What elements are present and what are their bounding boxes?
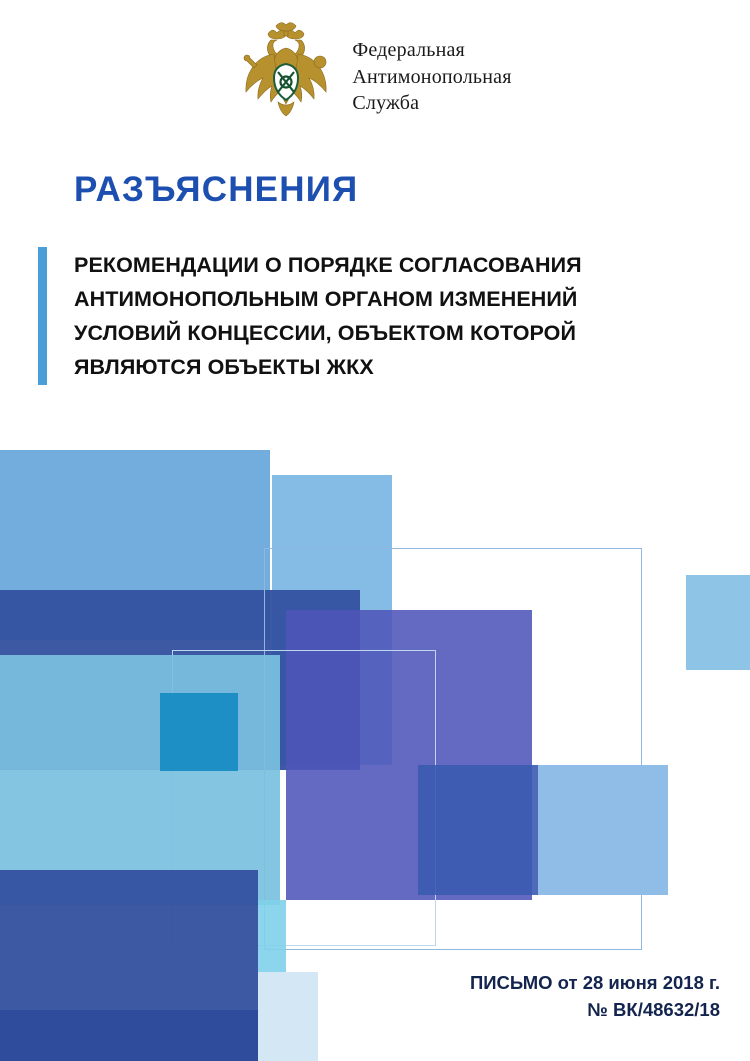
graphic-rect-blue-bottomright [418,765,540,895]
agency-name-line-1: Федеральная [352,39,465,62]
graphic-rect-bottom-strip [0,1010,258,1061]
title-line: РЕКОМЕНДАЦИИ О ПОРЯДКЕ СОГЛАСОВАНИЯ [74,253,582,277]
cover-graphic [0,450,750,1061]
graphic-rect-teal [160,693,238,771]
document-kind: РАЗЪЯСНЕНИЯ [74,170,359,209]
agency-name [352,37,511,116]
graphic-rect-cyan-sliver [258,900,286,972]
title-accent-bar [38,247,47,385]
graphic-rect-paleblue-right [538,765,668,895]
graphic-rect-cyan [0,655,280,905]
document-reference [470,970,720,1023]
agency-name-line-2: Антимонопольная [352,65,512,88]
graphic-rect-paleblue-topright [686,575,750,670]
title-line: УСЛОВИЙ КОНЦЕССИИ, ОБЪЕКТОМ КОТОРОЙ [74,320,577,345]
title-text [74,247,582,385]
title-line: АНТИМОНОПОЛЬНЫМ ОРГАНОМ ИЗМЕНЕНИЙ [74,286,578,311]
document-date-line: ПИСЬМО от 28 июня 2018 г. [469,972,720,994]
agency-name-line-3: Служба [352,92,420,115]
graphic-rect-bottom-column [258,972,318,1061]
document-header [0,22,750,142]
title-line: ЯВЛЯЮТСЯ ОБЪЕКТЫ ЖКХ [74,354,374,379]
agency-logo [238,22,511,132]
document-number-line: № ВК/48632/18 [587,998,720,1020]
page-title [38,247,658,385]
double-headed-eagle-emblem [238,22,334,132]
